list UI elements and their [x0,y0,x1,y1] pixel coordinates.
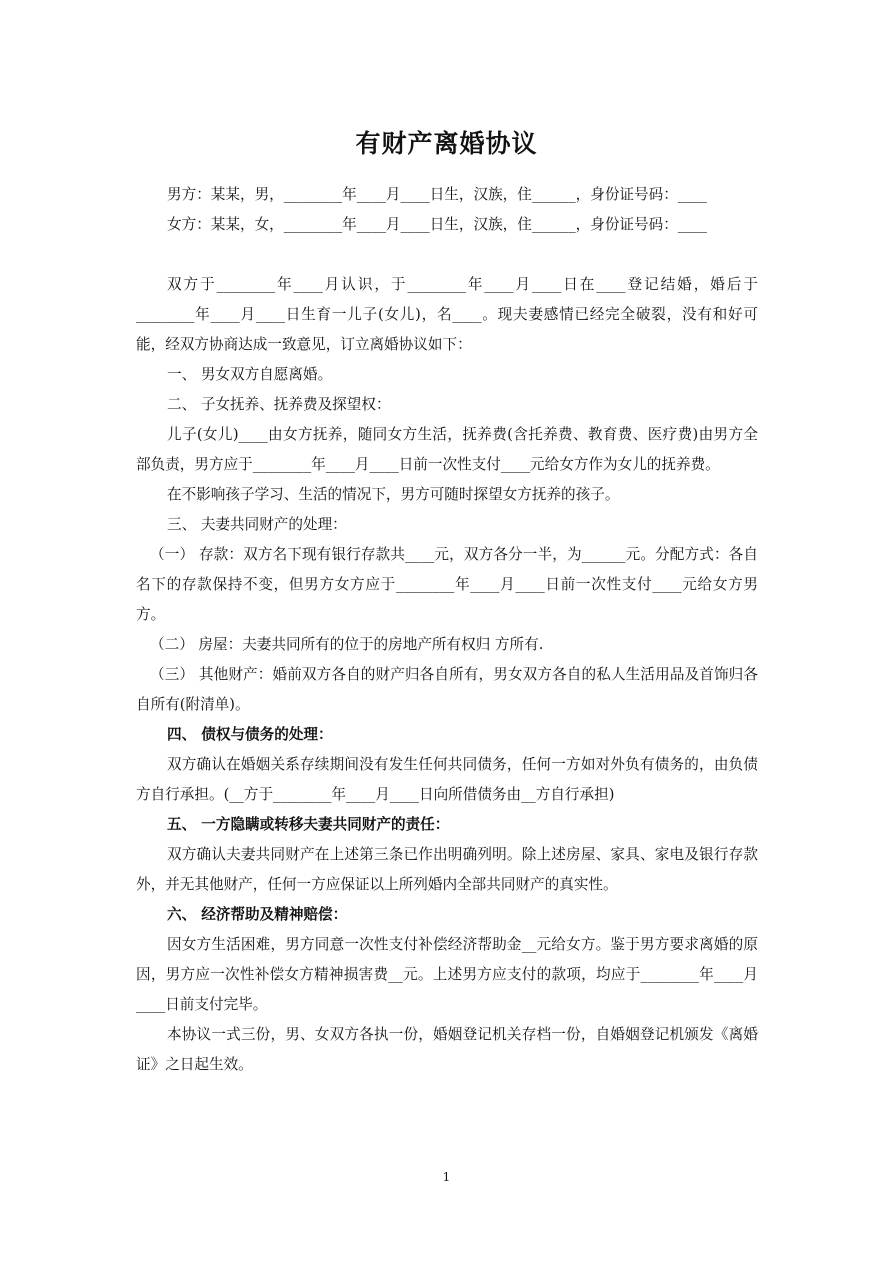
section-6-paragraph: 因女方生活困难，男方同意一次性支付补偿经济帮助金__元给女方。鉴于男方要求离婚的原因，男方应一次性补偿女方精神损害费__元。上述男方应支付的款项，均应于________年____月____日前支付完毕。 [136,936,758,1013]
party-female: 女方：某某，女，________年____月____日生，汉族，住______，身份证号码：____ [167,216,707,233]
section-2-visitation-paragraph: 在不影响孩子学习、生活的情况下，男方可随时探望女方抚养的孩子。 [167,486,620,503]
closing-paragraph: 本协议一式三份，男、女双方各执一份，婚姻登记机关存档一份，自婚姻登记机颁发《离婚证》之日起生效。 [136,1026,758,1073]
section-6-heading: 六、 经济帮助及精神赔偿： [167,906,348,923]
section-1-heading: 一、 男女双方自愿离婚。 [167,366,333,383]
section-4-heading: 四、 债权与债务的处理： [167,726,333,743]
section-5-paragraph: 双方确认夫妻共同财产在上述第三条已作出明确列明。除上述房屋、家具、家电及银行存款外，并无其他财产，任何一方应保证以上所列婚内全部共同财产的真实性。 [136,846,758,893]
section-3-heading: 三、 夫妻共同财产的处理： [167,516,347,533]
section-3-deposit-paragraph: （一） 存款：双方名下现有银行存款共____元，双方各分一半，为______元。分配方式：各自名下的存款保持不变，但男方女方应于________年____月____日前一次性支付____元给女方男方。 [136,546,758,623]
section-3-house-paragraph: （二） 房屋：夫妻共同所有的位于的房地产所有权归 方所有. [150,636,544,653]
section-2-heading: 二、 子女抚养、抚养费及探望权： [167,396,391,413]
intro-paragraph: 双方于________年____月认识，于________年____月____日在____登记结婚，婚后于________年____月____日生育一儿子(女儿)，名____。现夫妻感情已经完全破裂，没有和好可能，经双方协商达成一致意见，订立离婚协议如下： [136,276,758,353]
section-3-other-paragraph: （三） 其他财产：婚前双方各自的财产归各自所有，男女双方各自的私人生活用品及首饰归各自所有(附清单)。 [136,666,758,713]
page-number: 1 [442,1170,451,1184]
document-body [136,180,758,1080]
blank-line [136,240,758,270]
document-title: 有财产离婚协议 [355,129,538,158]
section-2-custody-paragraph: 儿子(女儿)____由女方抚养，随同女方生活，抚养费(含托养费、教育费、医疗费)由男方全部负责，男方应于________年____月____日前一次性支付____元给女方作为女儿的抚养费。 [136,426,758,473]
section-4-paragraph: 双方确认在婚姻关系存续期间没有发生任何共同债务，任何一方如对外负有债务的，由负债方自行承担。(__方于________年____月____日向所借债务由__方自行承担) [136,756,758,803]
party-male: 男方：某某，男，________年____月____日生，汉族，住______，身份证号码：____ [167,186,707,203]
section-5-heading: 五、 一方隐瞒或转移夫妻共同财产的责任： [167,816,450,833]
